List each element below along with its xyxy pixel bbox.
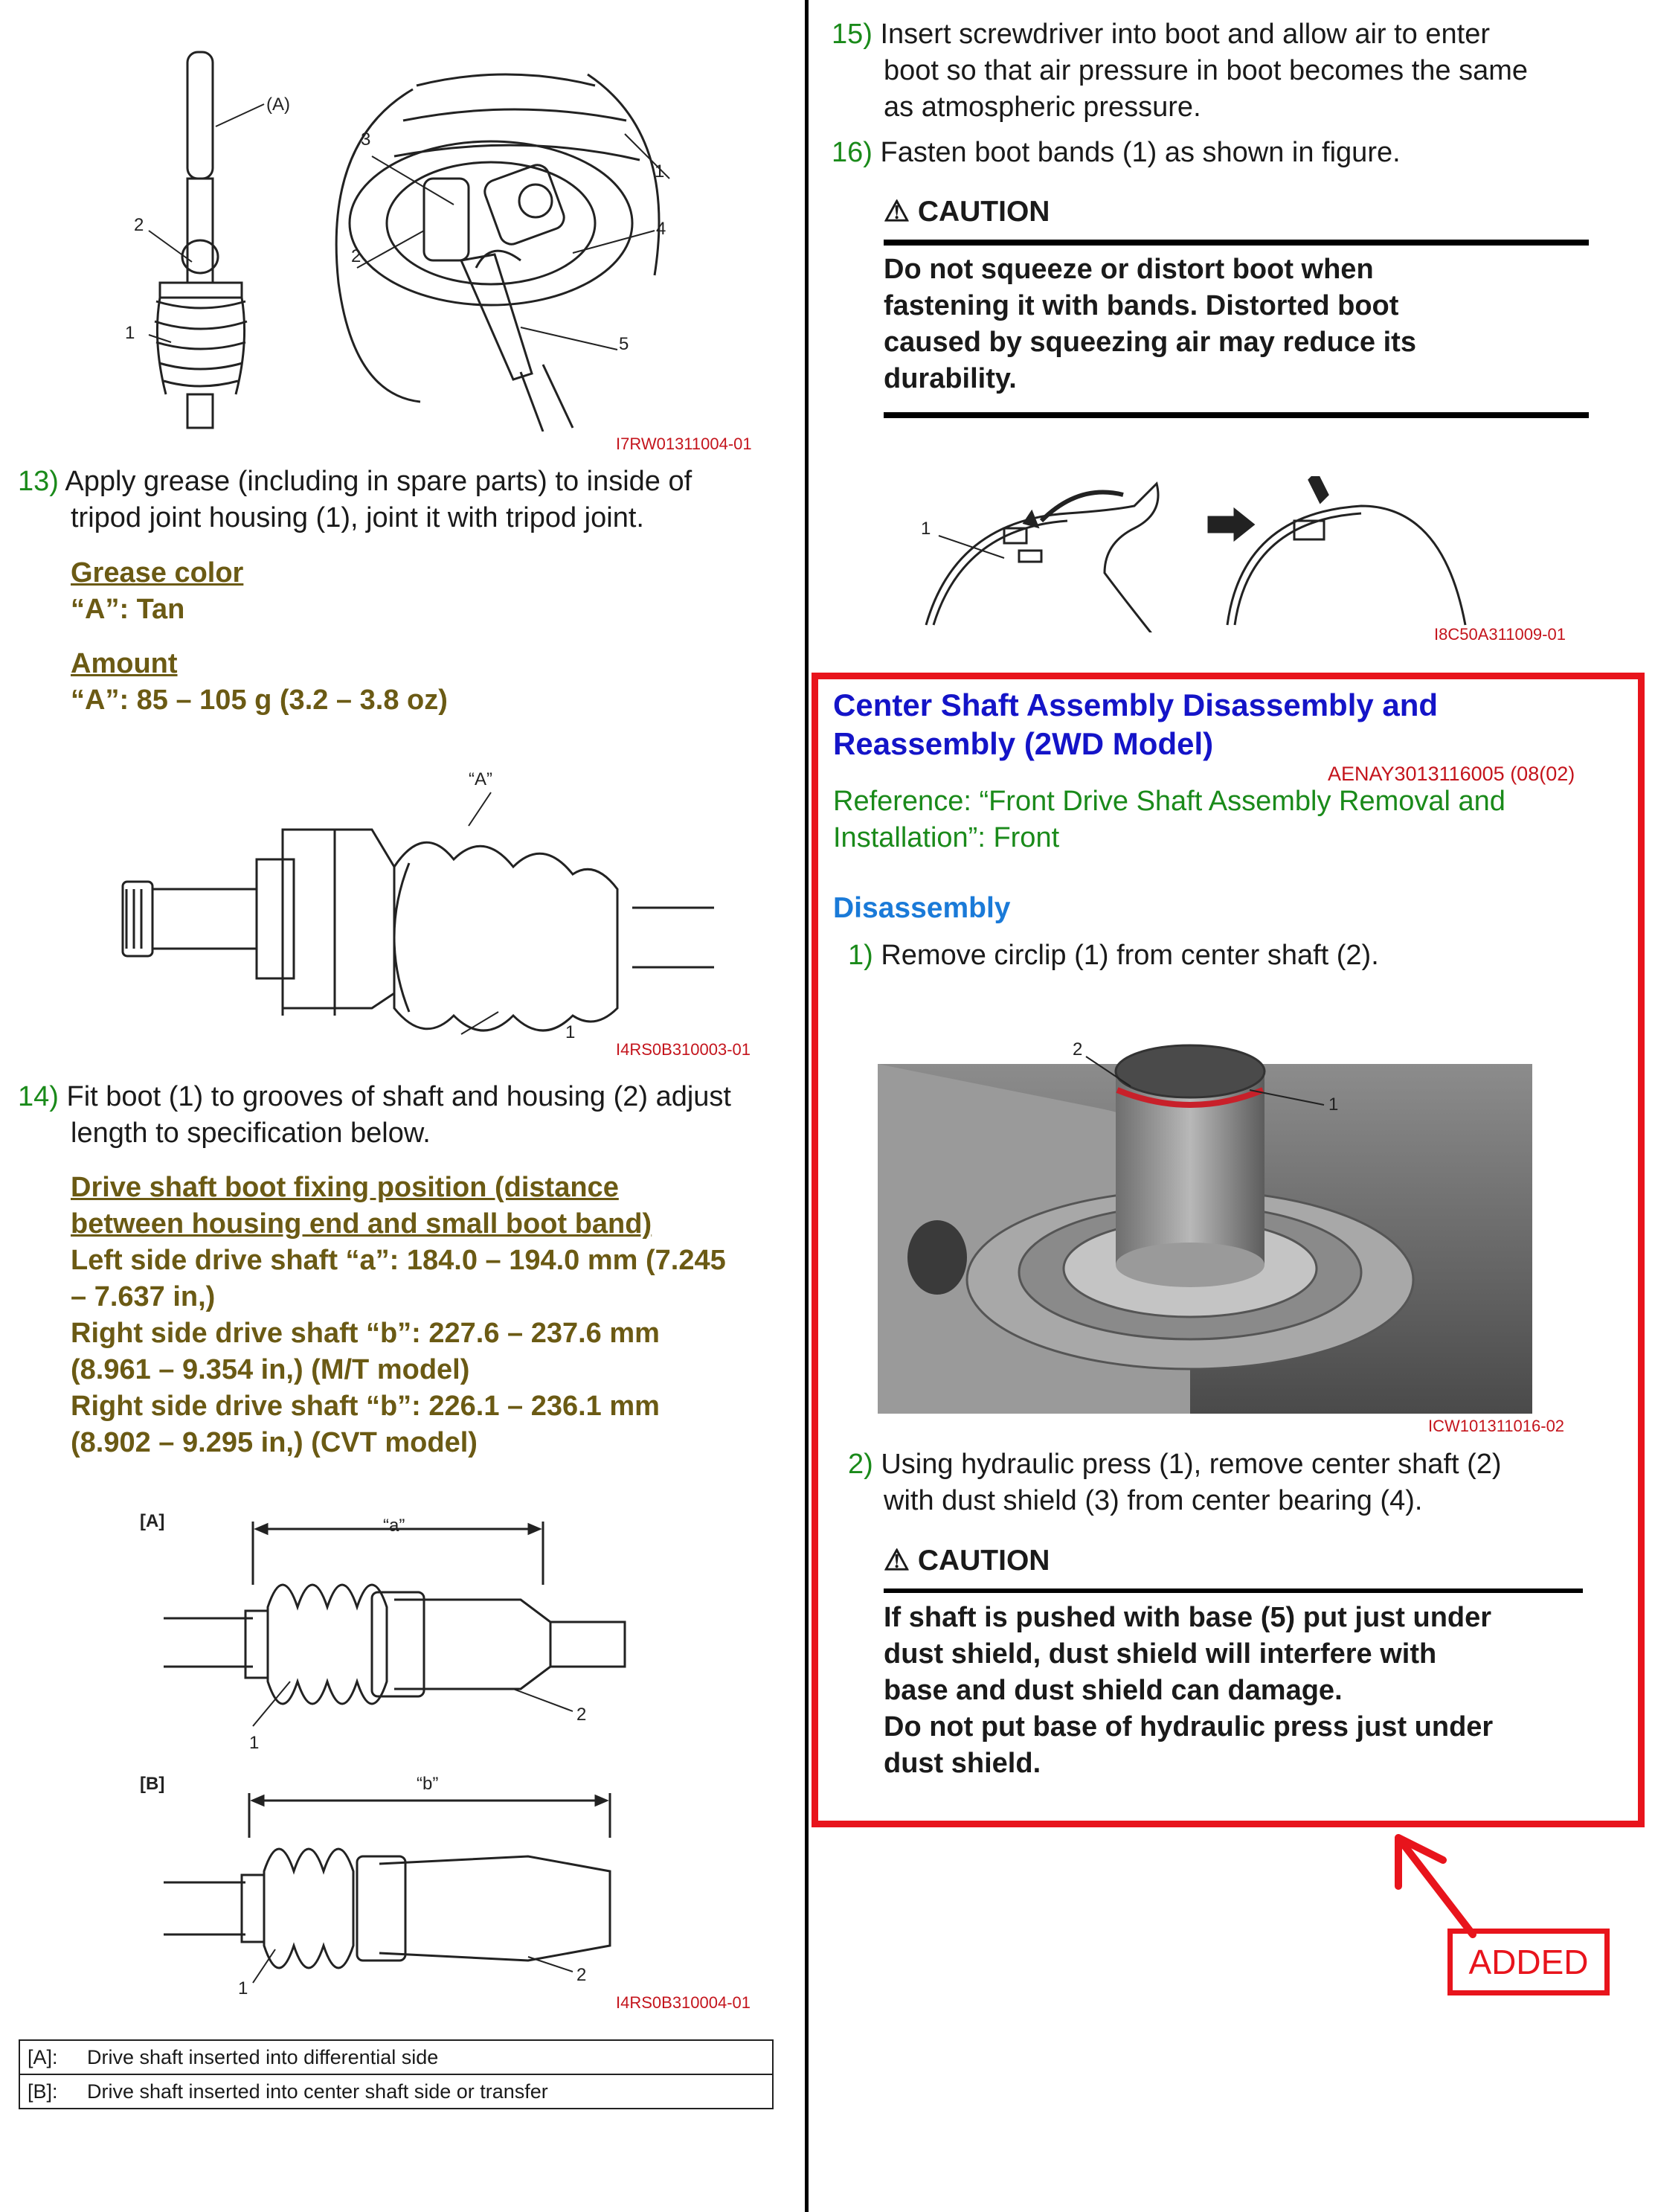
step-15-number: 15) (832, 19, 873, 50)
caution-1-top-rule (884, 240, 1589, 246)
caution-2-line4: Do not put base of hydraulic press just under (884, 1711, 1494, 1743)
fig5-label-1: 1 (1328, 1094, 1339, 1115)
fig3-label-2b: 2 (576, 1965, 587, 1985)
caption-text: Drive shaft inserted into center shaft side or transfer (80, 2074, 773, 2109)
step-15-text-line1: Insert screwdriver into boot and allow air to enter (880, 19, 1490, 50)
caution-2-line2: dust shield, dust shield will interfere with (884, 1638, 1437, 1670)
caption-row (19, 2040, 773, 2074)
figure-boot-band (915, 476, 1510, 632)
added-label: ADDED (1447, 1929, 1610, 1995)
caution-1-line1: Do not squeeze or distort boot when (884, 254, 1374, 285)
disassembly-step-2 (848, 1446, 1622, 1483)
step-13 (18, 464, 791, 500)
disassembly-step-2-text-line1: Using hydraulic press (1), remove center shaft (2) (881, 1449, 1502, 1480)
figure-id-3: I4RS0B310004-01 (616, 1993, 751, 2012)
reference-line2: Installation”: Front (833, 822, 1060, 853)
fig4-label-1: 1 (921, 519, 931, 539)
caution-title-2 (884, 1544, 1050, 1577)
caption-text: Drive shaft inserted into differential side (80, 2040, 773, 2074)
spec-line6: (8.902 – 9.295 in,) (CVT model) (71, 1427, 478, 1458)
disassembly-heading: Disassembly (833, 892, 1011, 924)
caution-1-bottom-rule (884, 412, 1589, 418)
disassembly-step-1 (848, 937, 1622, 974)
fig3-label-1b: 1 (238, 1978, 248, 1998)
grease-color-value: “A”: Tan (71, 594, 185, 625)
fig1-label-2a: 2 (134, 215, 144, 235)
fig1-label-a: (A) (266, 94, 290, 115)
caution-1-line4: durability. (884, 363, 1017, 394)
spec-line1: Left side drive shaft “a”: 184.0 – 194.0 mm (7.245 (71, 1245, 726, 1276)
figure-center-shaft (878, 1034, 1547, 1421)
step-14-line2: length to specification below. (71, 1118, 431, 1149)
section-title-line1: Center Shaft Assembly Disassembly and (833, 687, 1439, 722)
step-13-number: 13) (18, 466, 59, 497)
fig2-label-a: “A” (469, 769, 492, 789)
caution-2-line5: dust shield. (884, 1748, 1041, 1779)
spec-line2: – 7.637 in,) (71, 1281, 216, 1312)
step-16-text: Fasten boot bands (1) as shown in figure. (880, 137, 1401, 168)
amount-heading: Amount (71, 648, 178, 679)
caution-2-line1: If shaft is pushed with base (5) put just under (884, 1602, 1492, 1633)
fig5-label-2: 2 (1073, 1039, 1083, 1059)
disassembly-step-2-line2: with dust shield (3) from center bearing (4). (884, 1485, 1423, 1516)
caption-key: [A]: (19, 2040, 80, 2074)
step-14 (18, 1079, 791, 1115)
caution-title-1 (884, 195, 1589, 228)
step-13-line2: tripod joint housing (1), joint it with tripod joint. (71, 502, 644, 533)
section-title-line2: Reassembly (2WD Model) (833, 726, 1214, 761)
spec-heading-line2: between housing end and small boot band) (71, 1208, 652, 1240)
step-16-number: 16) (832, 137, 873, 168)
figure-id-5: ICW101311016-02 (1428, 1417, 1565, 1435)
fig1-label-5: 5 (619, 334, 629, 354)
step-16 (832, 135, 1635, 171)
caution-title-2-text: CAUTION (917, 1545, 1050, 1577)
fig3-label-A: [A] (140, 1511, 165, 1531)
caution-box-1 (884, 195, 1589, 228)
amount-value: “A”: 85 – 105 g (3.2 – 3.8 oz) (71, 685, 448, 716)
fig1-label-1b: 1 (655, 161, 665, 182)
grease-color-heading: Grease color (71, 557, 244, 589)
caution-1-line3: caused by squeezing air may reduce its (884, 327, 1416, 358)
figure-id-1: I7RW01311004-01 (616, 435, 752, 453)
fig3-label-2a: 2 (576, 1705, 587, 1725)
figure-tripod-joint (104, 45, 774, 432)
step-13-text-line1: Apply grease (including in spare parts) to inside of (65, 466, 692, 497)
step-14-number: 14) (18, 1081, 59, 1112)
fig3-label-a: “a” (383, 1516, 405, 1536)
figure-boot-fixing-position (119, 1488, 744, 2001)
fig1-label-2b: 2 (351, 246, 361, 266)
caution-2-top-rule (884, 1589, 1583, 1593)
fig1-label-3: 3 (361, 129, 371, 150)
step-15-line3: as atmospheric pressure. (884, 92, 1201, 123)
caution-2-line3: base and dust shield can damage. (884, 1675, 1343, 1706)
reference-line1: Reference: “Front Drive Shaft Assembly Removal and (833, 786, 1505, 817)
step-15 (832, 16, 1635, 53)
column-divider (805, 0, 809, 2212)
fig3-label-1a: 1 (249, 1733, 260, 1753)
section-code: AENAY3013116005 (08(02) (1328, 763, 1575, 785)
warning-icon: ⚠ (884, 196, 910, 228)
caution-1-line2: fastening it with bands. Distorted boot (884, 290, 1399, 321)
warning-icon: ⚠ (884, 1545, 910, 1577)
figure-id-4: I8C50A311009-01 (1434, 625, 1566, 644)
disassembly-step-2-number: 2) (848, 1449, 873, 1480)
fig3-label-b: “b” (417, 1774, 439, 1794)
fig2-label-1: 1 (565, 1022, 576, 1042)
caption-row (19, 2074, 773, 2109)
disassembly-step-1-text: Remove circlip (1) from center shaft (2). (881, 940, 1379, 971)
caution-title-text: CAUTION (917, 196, 1050, 228)
figure-grease-housing (112, 759, 766, 1042)
caption-table (19, 2039, 774, 2109)
spec-heading-line1: Drive shaft boot fixing position (distance (71, 1172, 619, 1203)
figure-id-2: I4RS0B310003-01 (616, 1040, 751, 1059)
step-15-line2: boot so that air pressure in boot becomes the same (884, 55, 1529, 86)
spec-line3: Right side drive shaft “b”: 227.6 – 237.6 mm (71, 1318, 660, 1349)
caption-key: [B]: (19, 2074, 80, 2109)
spec-line5: Right side drive shaft “b”: 226.1 – 236.1 mm (71, 1391, 660, 1422)
fig1-label-4: 4 (656, 219, 666, 239)
spec-line4: (8.961 – 9.354 in,) (M/T model) (71, 1354, 470, 1385)
fig3-label-B: [B] (140, 1774, 165, 1794)
step-14-text-line1: Fit boot (1) to grooves of shaft and housing (2) adjust (66, 1081, 731, 1112)
fig1-label-1a: 1 (125, 323, 135, 343)
disassembly-step-1-number: 1) (848, 940, 873, 971)
